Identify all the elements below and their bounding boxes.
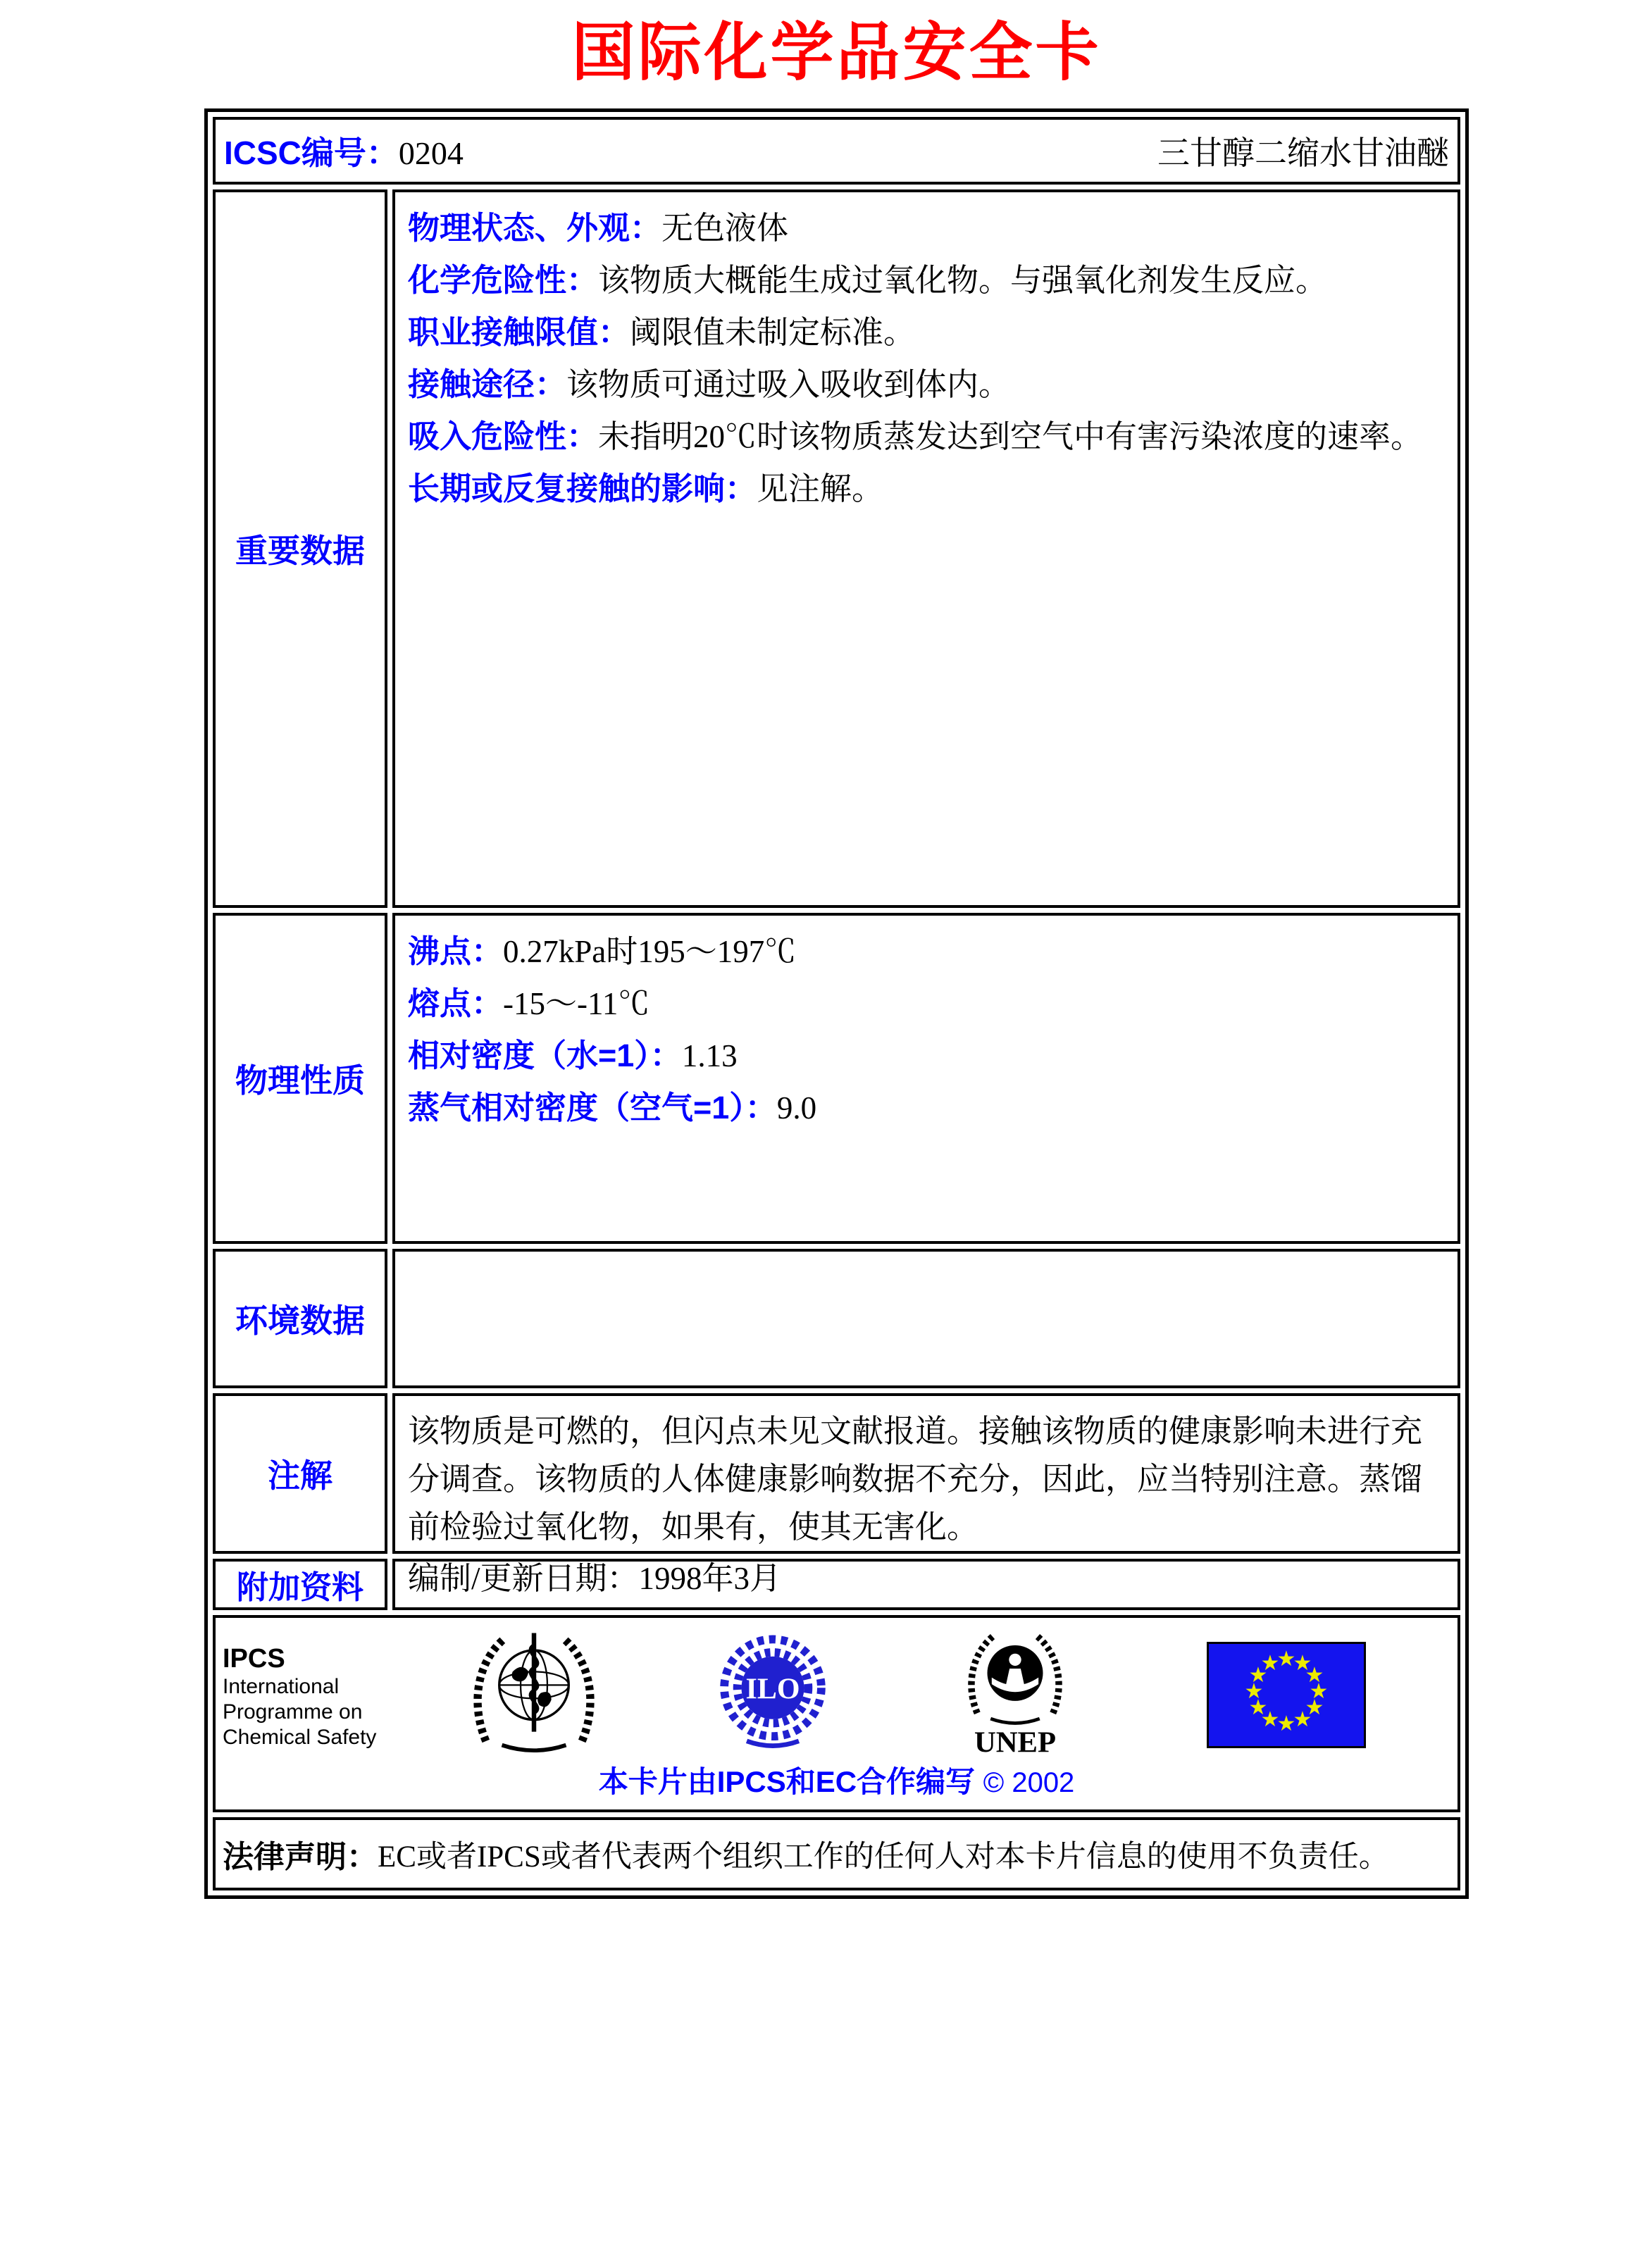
field-value: 无色液体 bbox=[661, 211, 789, 246]
icsc-number-group bbox=[224, 127, 464, 174]
eu-star: ★ bbox=[1309, 1679, 1329, 1704]
ipcs-line: International bbox=[223, 1675, 340, 1698]
field-label: 熔点： bbox=[408, 985, 504, 1021]
icsc-number-value: 0204 bbox=[398, 135, 464, 171]
eu-star: ★ bbox=[1260, 1651, 1280, 1676]
field-value: 未指明20℃时该物质蒸发达到空气中有害污染浓度的速率。 bbox=[598, 419, 1423, 454]
eu-star: ★ bbox=[1293, 1707, 1312, 1732]
field-line bbox=[408, 1030, 1443, 1082]
field-value: 9.0 bbox=[776, 1090, 817, 1126]
eu-star: ★ bbox=[1260, 1707, 1280, 1732]
field-label: 相对密度（水=1）： bbox=[408, 1038, 682, 1073]
eu-star: ★ bbox=[1276, 1712, 1296, 1736]
field-line bbox=[408, 1082, 1443, 1134]
section-label-physical-properties: 物理性质 bbox=[213, 913, 387, 1244]
field-label: 长期或反复接触的影响： bbox=[408, 471, 757, 506]
field-line bbox=[408, 202, 1443, 254]
section-content-physical-properties bbox=[392, 913, 1460, 1244]
field-value: 该物质可通过吸入吸收到体内。 bbox=[566, 367, 1011, 402]
header-cell bbox=[213, 117, 1460, 185]
field-label: 吸入危险性： bbox=[408, 418, 599, 454]
field-value: -15～-11℃ bbox=[503, 986, 650, 1021]
legal-cell bbox=[213, 1817, 1460, 1890]
section-content-important-data bbox=[392, 189, 1460, 908]
section-label-remarks: 注解 bbox=[213, 1393, 387, 1554]
field-label: 蒸气相对密度（空气=1）： bbox=[408, 1090, 777, 1126]
section-content-environmental-data bbox=[392, 1249, 1460, 1388]
field-label: 化学危险性： bbox=[408, 262, 599, 298]
unep-logo-icon bbox=[959, 1626, 1071, 1759]
field-line bbox=[408, 978, 1443, 1030]
section-row-additional-information bbox=[213, 1559, 1460, 1610]
ilo-logo-icon bbox=[714, 1632, 832, 1753]
ipcs-line: Chemical Safety bbox=[223, 1726, 377, 1749]
section-row-physical-properties bbox=[213, 913, 1460, 1244]
eu-star: ★ bbox=[1244, 1679, 1264, 1704]
chemical-name: 三甘醇二缩水甘油醚 bbox=[1157, 135, 1449, 171]
field-label: 职业接触限值： bbox=[408, 314, 630, 350]
unep-letters: UNEP bbox=[974, 1726, 1057, 1759]
ilo-letters: ILO bbox=[745, 1673, 800, 1706]
legal-text: EC或者IPCS或者代表两个组织工作的任何人对本卡片信息的使用不负责任。 bbox=[378, 1840, 1389, 1874]
section-label-additional-information: 附加资料 bbox=[213, 1559, 387, 1610]
eu-star: ★ bbox=[1305, 1663, 1324, 1688]
copyright-line bbox=[216, 1759, 1458, 1801]
section-row-important-data bbox=[213, 189, 1460, 908]
who-logo-icon bbox=[467, 1626, 601, 1753]
section-label-environmental-data: 环境数据 bbox=[213, 1249, 387, 1388]
section-content-additional-information bbox=[392, 1559, 1460, 1610]
icsc-number-label: ICSC编号： bbox=[224, 135, 399, 171]
field-value: 见注解。 bbox=[757, 471, 884, 506]
eu-star: ★ bbox=[1248, 1663, 1268, 1688]
field-value: 该物质大概能生成过氧化物。与强氧化剂发生反应。 bbox=[598, 263, 1328, 298]
legal-label: 法律声明： bbox=[223, 1840, 378, 1874]
update-date-line: 编制/更新日期：1998年3月 bbox=[408, 1561, 782, 1596]
field-line bbox=[408, 411, 1443, 463]
ipcs-text-block bbox=[223, 1643, 376, 1750]
section-content-remarks bbox=[392, 1393, 1460, 1554]
field-line bbox=[408, 306, 1443, 359]
field-line bbox=[408, 926, 1443, 978]
field-value: 阈限值未制定标准。 bbox=[630, 315, 916, 350]
remarks-paragraph: 该物质是可燃的，但闪点未见文献报道。接触该物质的健康影响未进行充分调查。该物质的人体健康影响数据不充分，因此，应当特别注意。蒸馏前检验过氧化物，如果有，使其无害化。 bbox=[408, 1414, 1423, 1545]
safety-card-table bbox=[204, 108, 1469, 1899]
field-value: 0.27kPa时195～197℃ bbox=[503, 934, 797, 969]
logos-row bbox=[213, 1615, 1460, 1812]
field-line bbox=[408, 254, 1443, 306]
legal-row bbox=[213, 1817, 1460, 1890]
header-row bbox=[213, 117, 1460, 185]
field-line bbox=[408, 359, 1443, 411]
field-label: 接触途径： bbox=[408, 366, 567, 402]
section-label-important-data: 重要数据 bbox=[213, 189, 387, 908]
field-label: 沸点： bbox=[408, 933, 504, 969]
section-row-environmental-data bbox=[213, 1249, 1460, 1388]
eu-star: ★ bbox=[1276, 1647, 1296, 1671]
eu-star: ★ bbox=[1293, 1651, 1312, 1676]
eu-star: ★ bbox=[1305, 1695, 1324, 1720]
logos-cell bbox=[213, 1615, 1460, 1812]
eu-star: ★ bbox=[1248, 1695, 1268, 1720]
field-line bbox=[408, 463, 1443, 515]
field-value: 1.13 bbox=[681, 1038, 738, 1073]
copyright-text: 本卡片由IPCS和EC合作编写 bbox=[598, 1765, 976, 1798]
section-row-remarks bbox=[213, 1393, 1460, 1554]
page-title: 国际化学品安全卡 bbox=[571, 18, 1102, 88]
copyright-year: © 2002 bbox=[983, 1767, 1075, 1798]
ipcs-abbr: IPCS bbox=[223, 1644, 285, 1674]
ipcs-line: Programme on bbox=[223, 1700, 363, 1724]
eu-flag-icon bbox=[1207, 1642, 1366, 1748]
field-label: 物理状态、外观： bbox=[408, 210, 662, 246]
